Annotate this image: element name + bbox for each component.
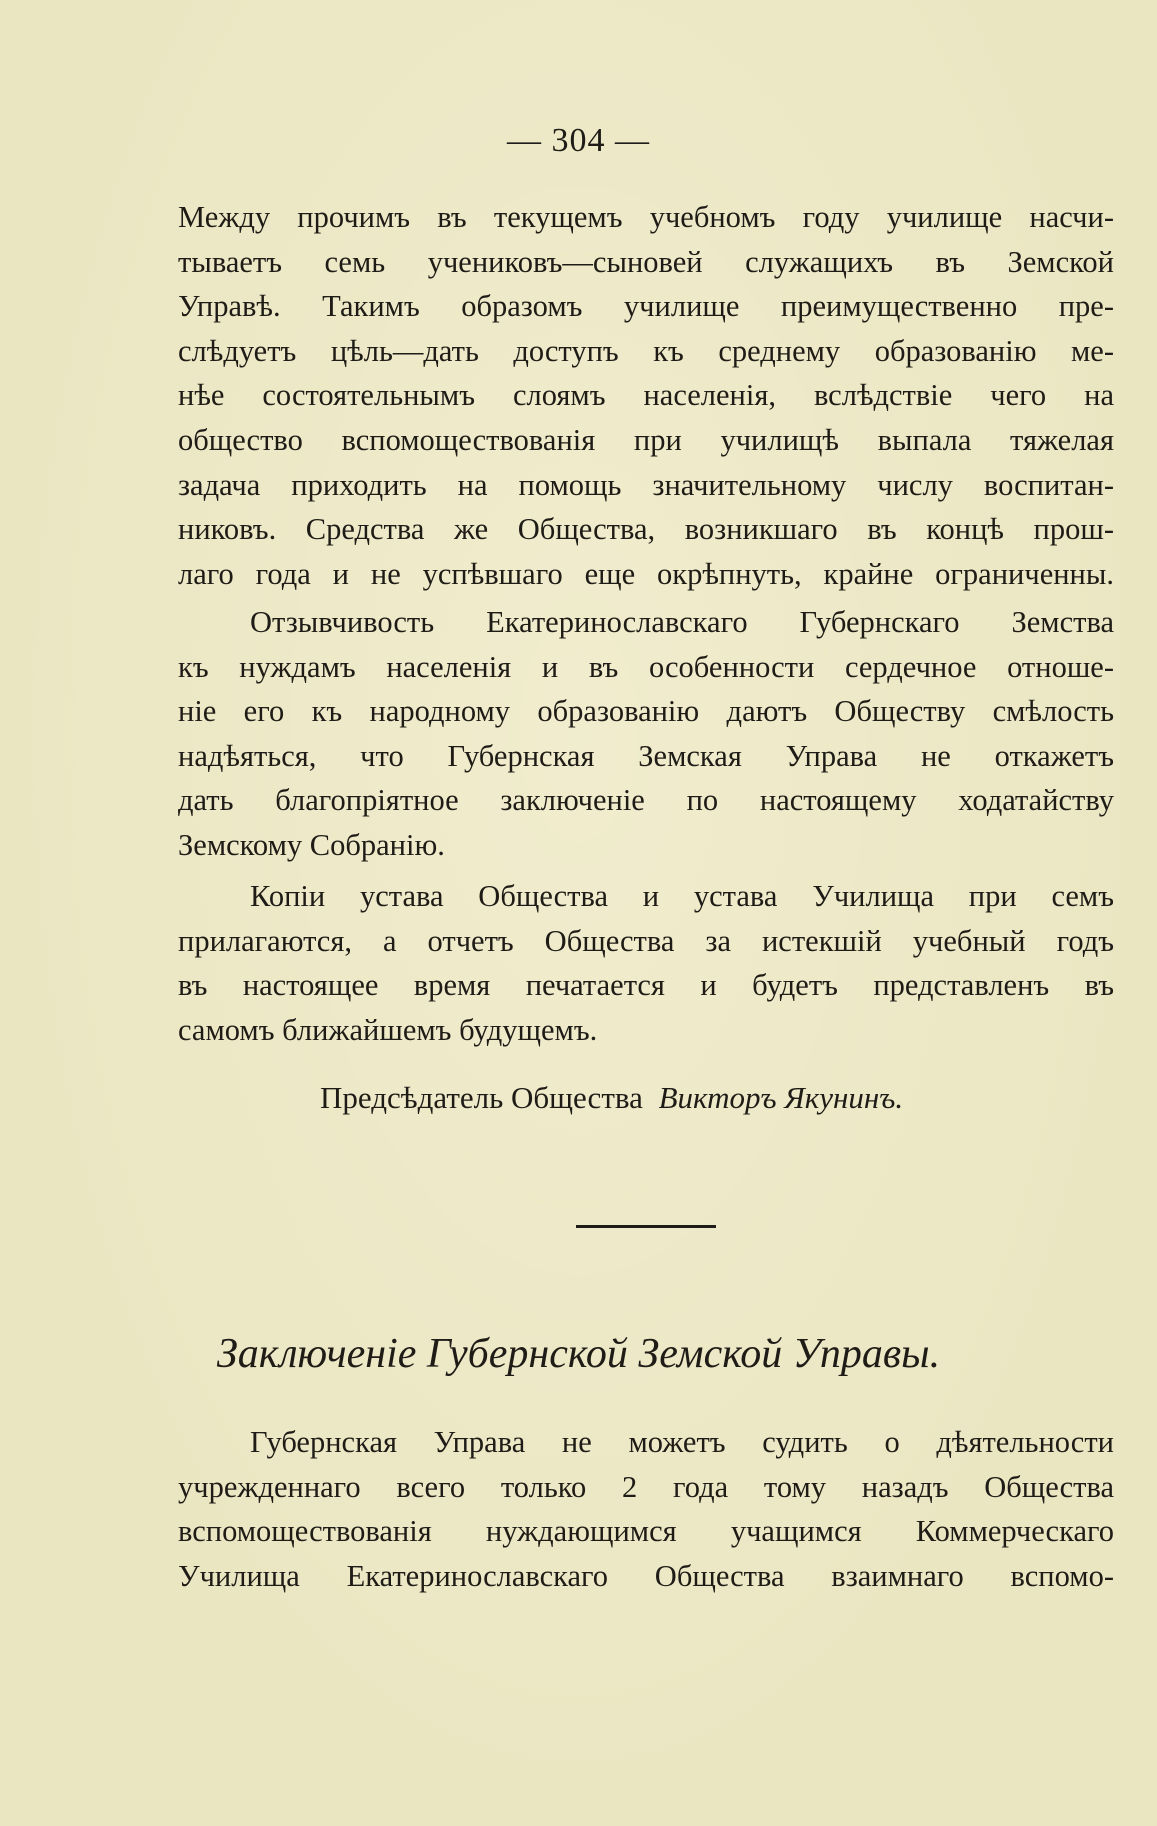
text-line: самомъ ближайшемъ будущемъ. xyxy=(178,1012,598,1047)
paragraph-3 xyxy=(178,874,1114,1052)
section-divider xyxy=(576,1225,716,1228)
paragraph-1 xyxy=(178,195,1114,596)
text-line: Управѣ. Такимъ образомъ училище преимущественно пре- xyxy=(178,289,1114,324)
text-line: тываетъ семь учениковъ—сыновей служащихъ въ Земской xyxy=(178,244,1114,279)
text-line: лаго года и не успѣвшаго еще окрѣпнуть, крайне ограниченны. xyxy=(178,556,1114,591)
text-line: надѣяться, что Губернская Земская Управа не откажетъ xyxy=(178,738,1114,773)
text-line: въ настоящее время печатается и будетъ представленъ въ xyxy=(178,968,1114,1003)
text-line: Между прочимъ въ текущемъ учебномъ году училище насчи- xyxy=(178,200,1114,234)
text-line: нѣе состоятельнымъ слоямъ населенія, вслѣдствіе чего на xyxy=(178,378,1114,413)
text-line: Отзывчивость Екатеринославскаго Губернскаго Земства xyxy=(250,605,1114,639)
text-line: Училища Екатеринославскаго Общества взаимнаго вспомо- xyxy=(178,1558,1114,1593)
text-line: учрежденнаго всего только 2 года тому назадъ Общества xyxy=(178,1469,1114,1504)
paragraph-2 xyxy=(178,600,1114,868)
text-line: никовъ. Средства же Общества, возникшаго въ концѣ прош- xyxy=(178,512,1114,547)
text-line: ніе его къ народному образованію даютъ Обществу смѣлость xyxy=(178,694,1114,729)
page-number: — 304 — xyxy=(507,122,650,159)
text-line: вспомоществованія нуждающимся учащимся Коммерческаго xyxy=(178,1514,1114,1549)
text-line: задача приходить на помощь значительному числу воспитан- xyxy=(178,467,1114,502)
text-line: Земскому Собранію. xyxy=(178,827,445,862)
text-line: слѣдуетъ цѣль—дать доступъ къ среднему образованію ме- xyxy=(178,333,1114,368)
text-line: Губернская Управа не можетъ судить о дѣятельности xyxy=(250,1425,1114,1459)
paragraph-4 xyxy=(178,1420,1114,1598)
text-line: къ нуждамъ населенія и въ особенности сердечное отноше- xyxy=(178,649,1114,684)
section-heading: Заключеніе Губернской Земской Управы. xyxy=(216,1331,941,1377)
text-line: Копіи устава Общества и устава Училища при семъ xyxy=(250,879,1114,913)
text-line: прилагаются, а отчетъ Общества за истекшій учебный годъ xyxy=(178,923,1114,958)
text-line: общество вспомоществованія при училищѣ выпала тяжелая xyxy=(178,422,1114,457)
text-line: дать благопріятное заключеніе по настоящему ходатайству xyxy=(178,783,1114,818)
signature-title: Предсѣдатель Общества xyxy=(320,1080,643,1115)
signature-line xyxy=(320,1080,903,1116)
signature-name: Викторъ Якунинъ. xyxy=(658,1080,904,1115)
